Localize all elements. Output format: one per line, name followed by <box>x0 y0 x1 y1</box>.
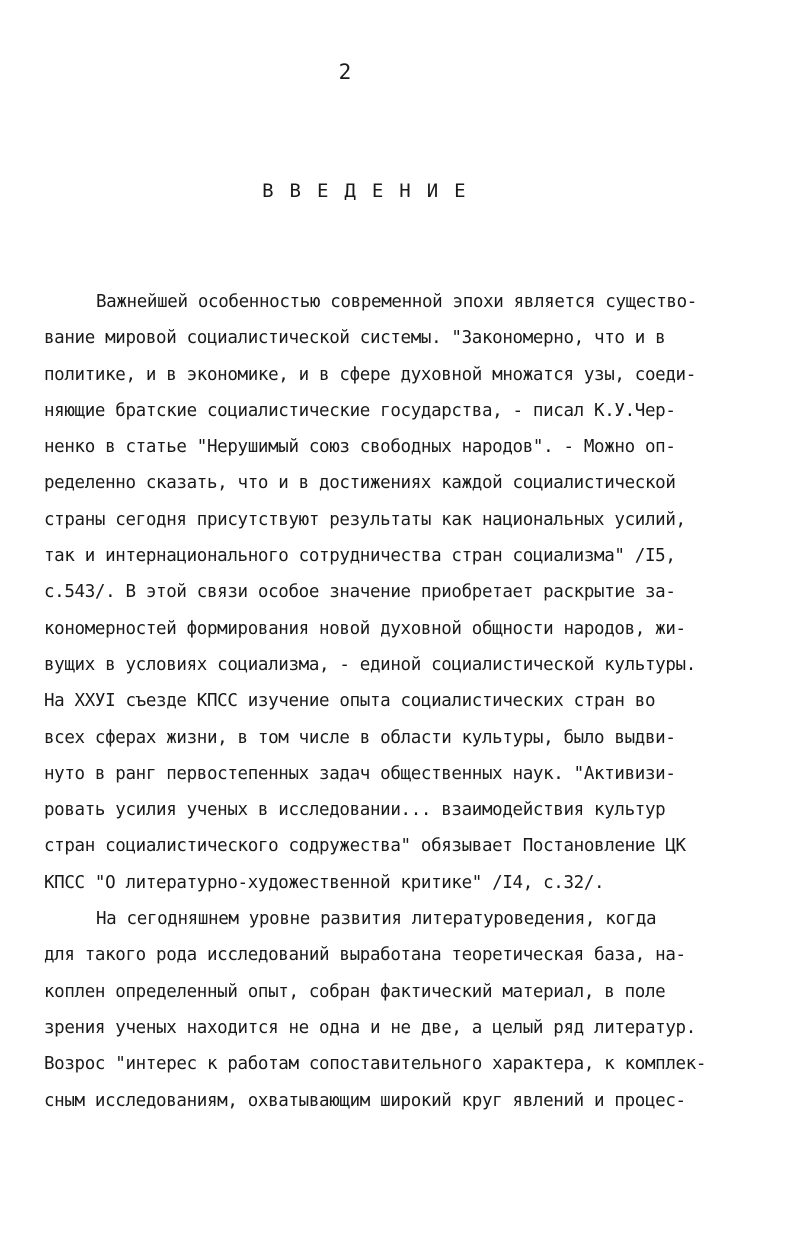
text-line: коплен определенный опыт, собран фактический материал, в поле <box>44 981 666 1002</box>
text-line: всех сферах жизни, в том числе в области культуры, было выдви- <box>44 727 676 748</box>
text-line: Возрос "интерес к работам сопоставительного характера, к комплек- <box>44 1054 707 1075</box>
text-line: КПСС "О литературно-художественной критике" /I4, с.32/. <box>44 872 605 893</box>
text-line: ровать усилия ученых в исследовании... взаимодействия культур <box>44 800 666 821</box>
text-line: ненко в статье "Нерушимый союз свободных народов". - Можно оп- <box>44 437 676 458</box>
text-line: ределенно сказать, что и в достижениях каждой социалистической <box>44 473 676 494</box>
text-line: сным исследованиям, охватывающим широкий круг явлений и процес- <box>44 1090 686 1111</box>
text-line: стран социалистического содружества" обязывает Постановление ЦК <box>44 836 686 857</box>
text-line: с.543/. В этой связи особое значение приобретает раскрытие за- <box>44 582 676 603</box>
text-line: На сегодняшнем уровне развития литературоведения, когда <box>96 909 657 930</box>
text-line: вание мировой социалистической системы. "Закономерно, что и в <box>44 328 666 349</box>
text-line: нуто в ранг первостепенных задач общественных наук. "Активизи- <box>44 763 676 784</box>
text-line: Важнейшей особенностью современной эпохи является существо- <box>96 292 697 312</box>
text-line: кономерностей формирования новой духовной общности народов, жи- <box>44 618 686 639</box>
text-line: няющие братские социалистические государства, - писал К.У.Чер- <box>44 400 676 421</box>
text-line: страны сегодня присутствуют результаты как национальных усилий, <box>44 509 686 530</box>
text-line: вущих в условиях социализма, - единой социалистической культуры. <box>44 654 696 675</box>
section-heading: В В Е Д Е Н И Е <box>262 180 468 202</box>
text-line: политике, и в экономике, и в сфере духовной множатся узы, соеди- <box>44 364 696 385</box>
text-line: зрения ученых находится не одна и не две, а целый ряд литератур. <box>44 1017 696 1038</box>
text-line: так и интернационального сотрудничества стран социализма" /I5, <box>44 546 676 567</box>
body-text <box>44 288 764 1123</box>
text-line: На XXУI съезде КПСС изучение опыта социалистических стран во <box>44 691 656 712</box>
text-line: для такого рода исследований выработана теоретическая база, на- <box>44 945 686 966</box>
page-number: 2 <box>338 60 352 84</box>
